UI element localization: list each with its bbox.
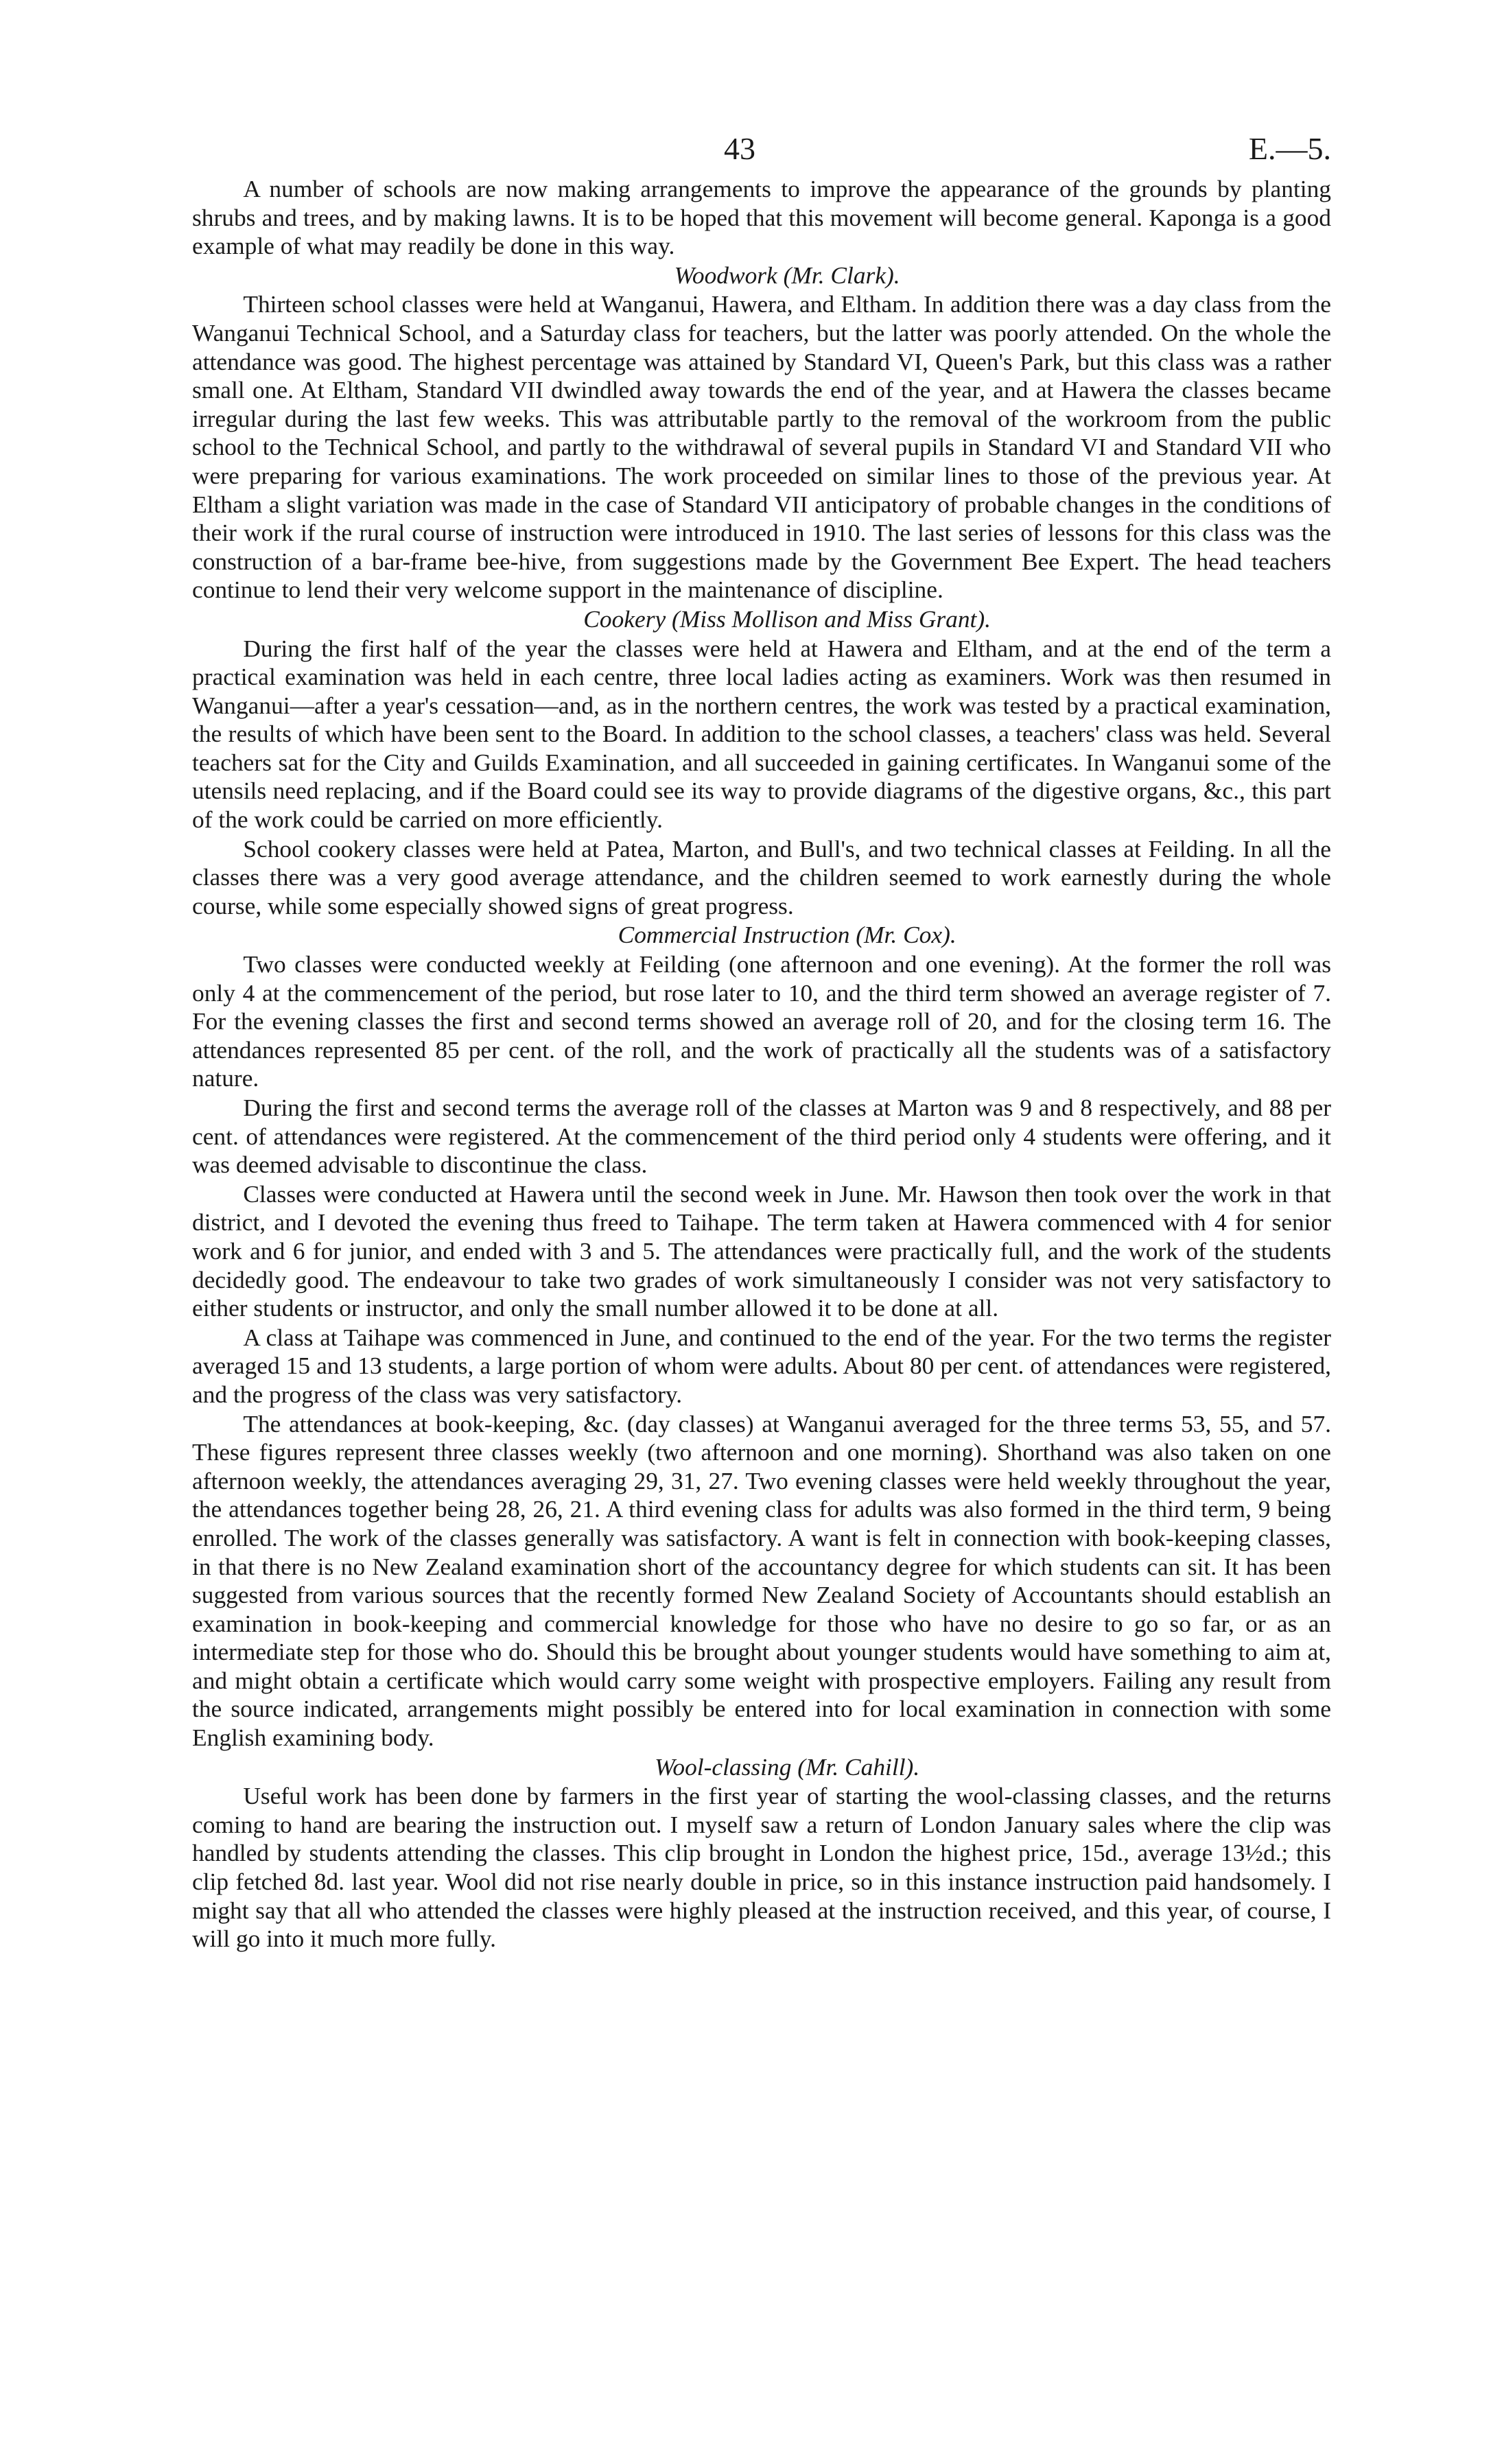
commercial-paragraph-1: Two classes were conducted weekly at Feilding (one afternoon and one evening). At the former the roll was only 4 at the commencement of the period, but rose later to 10, and the third term showed an average register of 7. For the evening classes the first and second terms showed an average roll of 20, and for the closing term 16. The attendances represented 85 per cent. of the roll, and the work of practically all the students was of a satisfactory nature. bbox=[192, 950, 1331, 1092]
section-heading-woodwork: Woodwork (Mr. Clark). bbox=[674, 261, 900, 289]
commercial-paragraph-3: Classes were conducted at Hawera until the second week in June. Mr. Hawson then took over the work in that district, and I devoted the evening thus freed to Taihape. The term taken at Hawera commenced with 4 for senior work and 6 for junior, and ended with 3 and 5. The attendances were practically full, and the work of the students decidedly good. The endeavour to take two grades of work simultaneously I consider was not very satisfactory to either students or instructor, and only the small number allowed it to be done at all. bbox=[192, 1180, 1331, 1322]
section-heading-cookery: Cookery (Miss Mollison and Miss Grant). bbox=[583, 605, 991, 633]
page-header bbox=[192, 130, 1331, 172]
commercial-paragraph-4: A class at Taihape was commenced in June, and continued to the end of the year. For the two terms the register averaged 15 and 13 students, a large portion of whom were adults. About 80 per cent. of attendances were registered, and the progress of the class was very satisfactory. bbox=[192, 1323, 1331, 1408]
document-reference: E.—5. bbox=[1248, 131, 1331, 166]
page-number: 43 bbox=[724, 131, 755, 166]
section-heading-commercial: Commercial Instruction (Mr. Cox). bbox=[618, 921, 956, 949]
wool-classing-paragraph-1: Useful work has been done by farmers in the first year of starting the wool-classing classes, and the returns coming to hand are bearing the instruction out. I myself saw a return of London January sales where the clip was handled by students attending the classes. This clip brought in London the highest price, 15d., average 13½d.; this clip fetched 8d. last year. Wool did not rise nearly double in price, so in this instance instruction paid handsomely. I might say that all who attended the classes were highly pleased at the instruction received, and this year, of course, I will go into it much more fully. bbox=[192, 1782, 1331, 1953]
intro-paragraph: A number of schools are now making arrangements to improve the appearance of the grounds by planting shrubs and trees, and by making lawns. It is to be hoped that this movement will become general. Kaponga is a good example of what may readily be done in this way. bbox=[192, 175, 1331, 260]
commercial-paragraph-5: The attendances at book-keeping, &c. (day classes) at Wanganui averaged for the three terms 53, 55, and 57. These figures represent three classes weekly (two afternoon and one morning). Shorthand was also taken on one afternoon weekly, the attendances averaging 29, 31, 27. Two evening classes were held weekly throughout the year, the attendances together being 28, 26, 21. A third evening class for adults was also formed in the third term, 9 being enrolled. The work of the classes generally was satisfactory. A want is felt in connection with book-keeping classes, in that there is no New Zealand examination short of the accountancy degree for which students can sit. It has been suggested from various sources that the recently formed New Zealand Society of Accountants should establish an examination in book-keeping and commercial knowledge for those who have no desire to go so far, or as an intermediate step for those who do. Should this be brought about younger students would have something to aim at, and might obtain a certificate which would carry some weight with prospective employers. Failing any result from the source indicated, arrangements might possibly be entered into for local examination in connection with some English examining body. bbox=[192, 1409, 1331, 1752]
cookery-paragraph-2: School cookery classes were held at Patea, Marton, and Bull's, and two technical classes at Feilding. In all the classes there was a very good average attendance, and the children seemed to work earnestly during the whole course, while some especially showed signs of great progress. bbox=[192, 834, 1331, 919]
commercial-paragraph-2: During the first and second terms the average roll of the classes at Marton was 9 and 8 respectively, and 88 per cent. of attendances were registered. At the commencement of the third period only 4 students were offering, and it was deemed advisable to discontinue the class. bbox=[192, 1094, 1331, 1179]
section-heading-wool-classing: Wool-classing (Mr. Cahill). bbox=[655, 1752, 920, 1781]
cookery-paragraph-1: During the first half of the year the classes were held at Hawera and Eltham, and at the end of the term a practical examination was held in each centre, three local ladies acting as examiners. Work was then resumed in Wanganui—after a year's cessation—and, as in the northern centres, the work was tested by a practical examination, the results of which have been sent to the Board. In addition to the school classes, a teachers' class was held. Several teachers sat for the City and Guilds Examination, and all succeeded in gaining certificates. In Wanganui some of the utensils need replacing, and if the Board could see its way to provide diagrams of the digestive organs, &c., this part of the work could be carried on more efficiently. bbox=[192, 634, 1331, 834]
document-body bbox=[192, 175, 1331, 1953]
woodwork-paragraph-1: Thirteen school classes were held at Wanganui, Hawera, and Eltham. In addition there was a day class from the Wanganui Technical School, and a Saturday class for teachers, but the latter was poorly attended. On the whole the attendance was good. The highest percentage was attained by Standard VI, Queen's Park, but this class was a rather small one. At Eltham, Standard VII dwindled away towards the end of the year, and at Hawera the classes became irregular during the last few weeks. This was attributable partly to the removal of the workroom from the public school to the Technical School, and partly to the withdrawal of several pupils in Standard VI and Standard VII who were preparing for various examinations. The work proceeded on similar lines to those of the previous year. At Eltham a slight variation was made in the case of Standard VII anticipatory of probable changes in the conditions of their work if the rural course of instruction were introduced in 1910. The last series of lessons for this class was the construction of a bar-frame bee-hive, from suggestions made by the Government Bee Expert. The head teachers continue to lend their very welcome support in the maintenance of discipline. bbox=[192, 290, 1331, 604]
